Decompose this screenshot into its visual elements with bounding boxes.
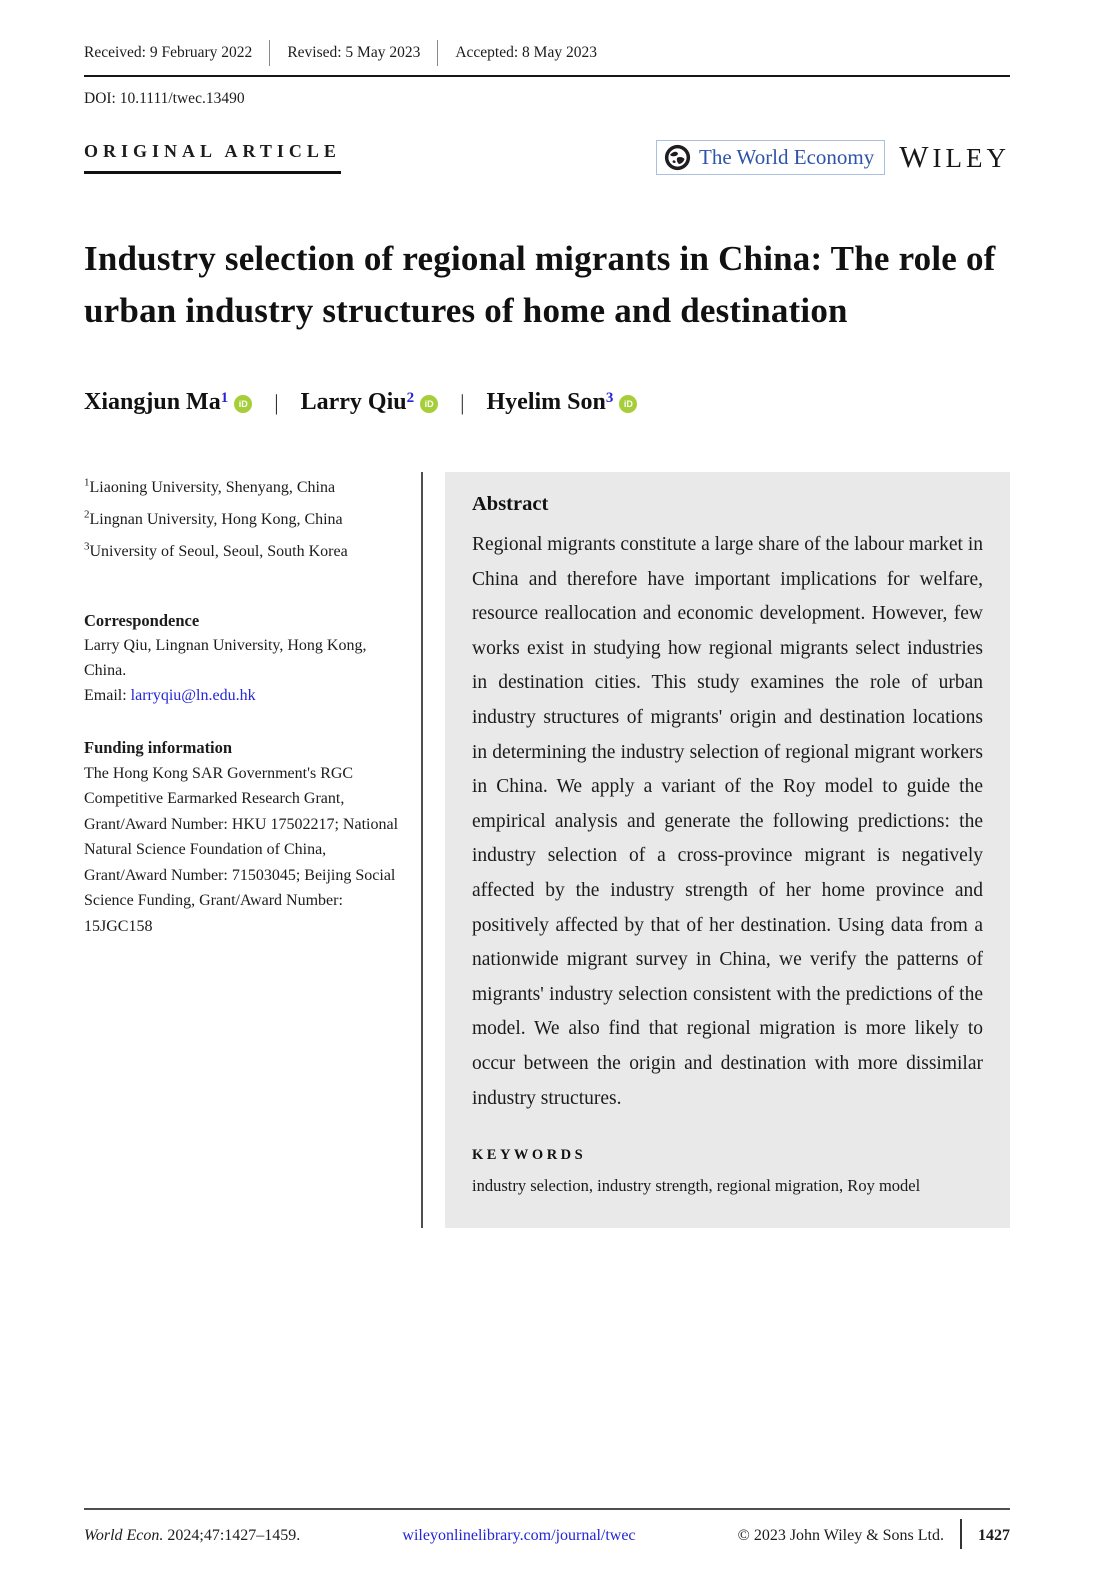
correspondence-block [84,608,403,708]
accepted-date: Accepted: 8 May 2023 [455,44,597,61]
funding-block [84,735,403,939]
affiliation-number: 1 [84,476,90,489]
received-date: Received: 9 February 2022 [84,44,253,61]
author [487,389,638,416]
footer-right [738,1521,1010,1551]
affiliation-text: University of Seoul, Seoul, South Korea [89,543,348,560]
meta-and-abstract [84,472,1010,1228]
affiliation-text: Lingnan University, Hong Kong, China [89,511,343,528]
funding-text: The Hong Kong SAR Government's RGC Competitive Earmarked Research Grant, Grant/Award Number: HKU 17502217; National Natural Science Foundation of China, Grant/Award Number: 71503045; Beijing Social Science Funding, Grant/Award Number: 15JGC158 [84,764,399,935]
article-type-label: ORIGINAL ARTICLE [84,141,341,174]
dates-divider [269,40,270,66]
wiley-logo-rest: ILEY [932,143,1010,173]
footer-page-divider [960,1519,962,1549]
affiliation [84,472,403,504]
citation-journal-abbrev: World Econ. [84,1527,164,1544]
author-affiliation-number: 2 [406,390,415,406]
author-separator: | [460,389,465,415]
doi: DOI: 10.1111/twec.13490 [84,90,245,107]
author-name: Hyelim Son [486,389,606,415]
globe-icon [664,144,691,171]
affiliation [84,504,403,536]
wiley-logo [899,139,1010,175]
abstract-heading: Abstract [472,493,549,515]
dates-divider [437,40,438,66]
author-separator: | [274,389,279,415]
journal-name: The World Economy [699,144,875,169]
abstract-text: Regional migrants constitute a large share of the labour market in China and therefore have important implications for welfare, resource reallocation and economic development. However, few works exist in studying how regional migrants select industries in destination cities. This study examines the role of urban industry structures of migrants' origin and destination locations in determining the industry selection of regional migrant workers in China. We apply a variant of the Roy model to guide the empirical analysis and generate the following predictions: the industry selection of a cross-province migrant is negatively affected by the industry strength of her home province and positively affected by that of her destination. Using data from a nationwide migrant survey in China, we verify the patterns of migrants' industry selection consistent with the predictions of the model. We also find that regional migration is more likely to occur between the origin and destination with more dissimilar industry structures. [472,534,983,1109]
author [301,389,439,416]
correspondence-heading: Correspondence [84,611,200,630]
correspondence-text: Larry Qiu, Lingnan University, Hong Kong, China. [84,637,367,679]
author-affiliation-number: 1 [220,390,229,406]
article-meta-column [84,472,421,1228]
journal-url-link[interactable]: wileyonlinelibrary.com/journal/twec [402,1527,636,1544]
wiley-logo-initial: W [899,139,933,174]
page-number: 1427 [978,1527,1010,1544]
citation-volume-pages: 2024;47:1427–1459. [163,1527,301,1544]
correspondence-email-line [84,683,403,708]
author-name: Larry Qiu [300,389,407,415]
affiliation [84,536,403,568]
author-affiliation-number: 3 [605,390,614,406]
journal-logo[interactable] [656,140,885,175]
column-divider-rule [421,472,423,1228]
copyright-notice: © 2023 John Wiley & Sons Ltd. [737,1527,944,1544]
keywords-heading: KEYWORDS [472,1147,587,1164]
masthead-brands [656,139,1010,175]
page-footer [84,1508,1010,1551]
authors-row [84,389,1010,416]
orcid-icon[interactable]: iD [234,395,252,413]
masthead [84,139,1010,175]
funding-heading: Funding information [84,738,233,757]
author [84,389,252,416]
affiliation-text: Liaoning University, Shenyang, China [89,479,336,496]
affiliation-number: 3 [84,540,90,553]
dates-bar [84,40,1010,77]
email-label: Email: [84,687,131,704]
revised-date: Revised: 5 May 2023 [287,44,421,61]
author-name: Xiangjun Ma [84,389,221,415]
keywords-text: industry selection, industry strength, regional migration, Roy model [472,1176,921,1196]
affiliation-number: 2 [84,508,90,521]
orcid-icon[interactable]: iD [619,395,637,413]
orcid-icon[interactable]: iD [420,395,438,413]
email-link[interactable]: larryqiu@ln.edu.hk [130,687,256,704]
citation [84,1527,300,1545]
article-title: Industry selection of regional migrants in China: The role of urban industry structures of home and destination [84,239,996,330]
abstract-box [445,472,1010,1228]
